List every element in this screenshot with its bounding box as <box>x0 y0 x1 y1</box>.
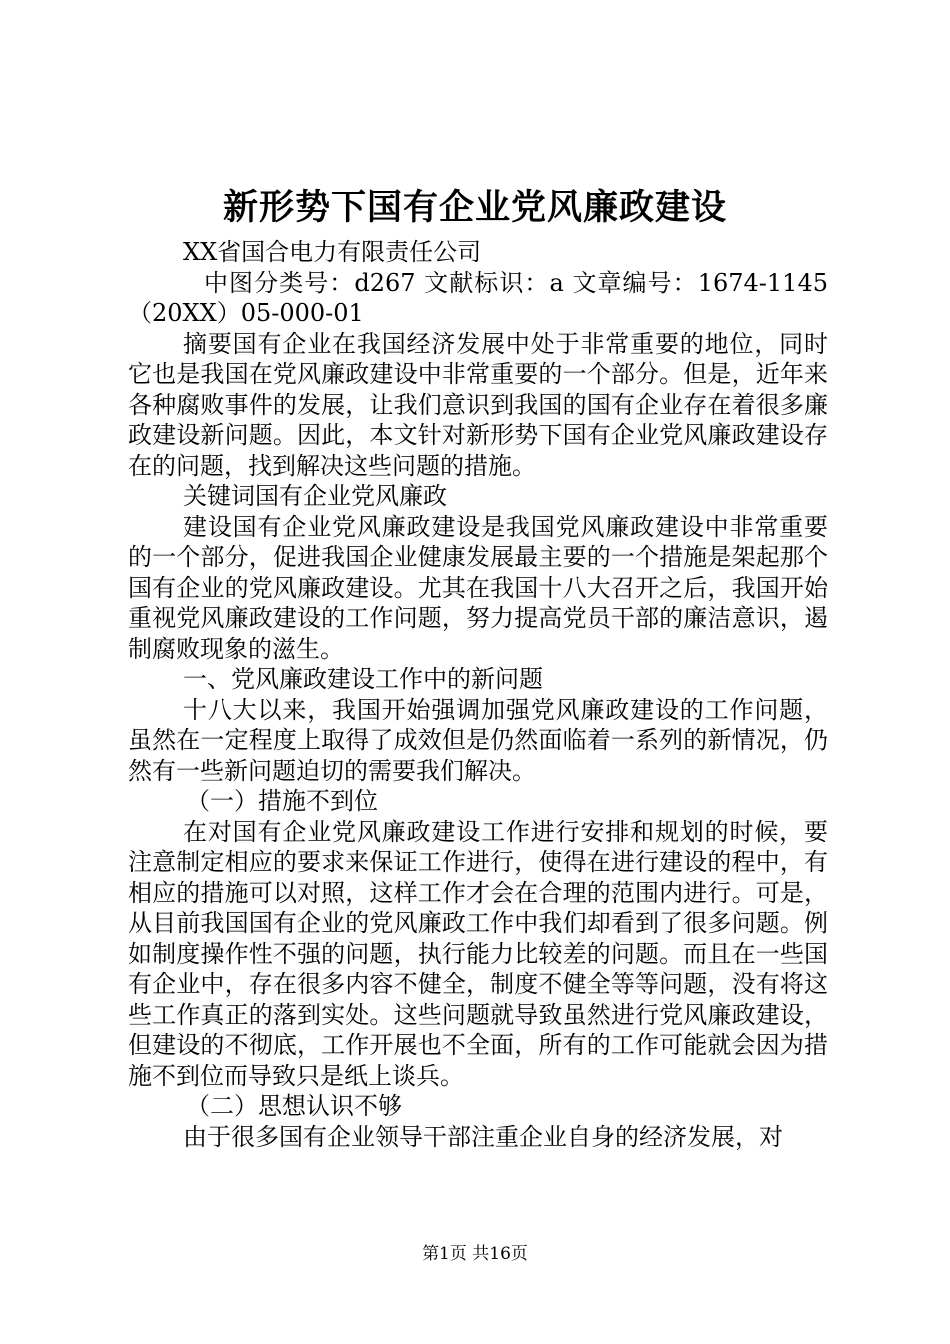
document-body <box>128 237 828 1152</box>
section-heading-1: 一、党风廉政建设工作中的新问题 <box>183 665 543 693</box>
author-affiliation: XX省国合电力有限责任公司 <box>183 238 482 266</box>
body-paragraph: 由于很多国有企业领导干部注重企业自身的经济发展，对 <box>183 1122 783 1151</box>
classification-info: 中图分类号：d267 文献标识：a 文章编号：1674-1145（20XX）05-000-01 <box>128 268 828 327</box>
subsection-heading-1: （一）措施不到位 <box>186 787 378 815</box>
body-paragraph: 在对国有企业党风廉政建设工作进行安排和规划的时候，要注意制定相应的要求来保证工作进行，使得在进行建设的程中，有相应的措施可以对照，这样工作才会在合理的范围内进行。可是，从目前我国国有企业的党风廉政工作中我们却看到了很多问题。例如制度操作性不强的问题，执行能力比较差的问题。而且在一些国有企业中，存在很多内容不健全，制度不健全等等问题，没有将这些工作真正的落到实处。这些问题就导致虽然进行党风廉政建设，但建设的不彻底，工作开展也不全面，所有的工作可能就会因为措施不到位而导致只是纸上谈兵。 <box>128 817 828 1090</box>
page-number-footer: 第1页 共16页 <box>422 1244 528 1264</box>
body-paragraph: 十八大以来，我国开始强调加强党风廉政建设的工作问题，虽然在一定程度上取得了成效但是仍然面临着一系列的新情况，仍然有一些新问题迫切的需要我们解决。 <box>128 695 828 785</box>
keywords-paragraph: 关键词国有企业党风廉政 <box>183 482 447 510</box>
intro-paragraph: 建设国有企业党风廉政建设是我国党风廉政建设中非常重要的一个部分，促进我国企业健康发展最主要的一个措施是架起那个国有企业的党风廉政建设。尤其在我国十八大召开之后，我国开始重视党风廉政建设的工作问题，努力提高党员干部的廉洁意识，遏制腐败现象的滋生。 <box>128 512 828 663</box>
subsection-heading-2: （二）思想认识不够 <box>186 1092 402 1120</box>
abstract-paragraph: 摘要国有企业在我国经济发展中处于非常重要的地位，同时它也是我国在党风廉政建设中非常重要的一个部分。但是，近年来各种腐败事件的发展，让我们意识到我国的国有企业存在着很多廉政建设新问题。因此，本文针对新形势下国有企业党风廉政建设存在的问题，找到解决这些问题的措施。 <box>128 329 828 480</box>
document-title: 新形势下国有企业党风廉政建设 <box>222 187 727 228</box>
